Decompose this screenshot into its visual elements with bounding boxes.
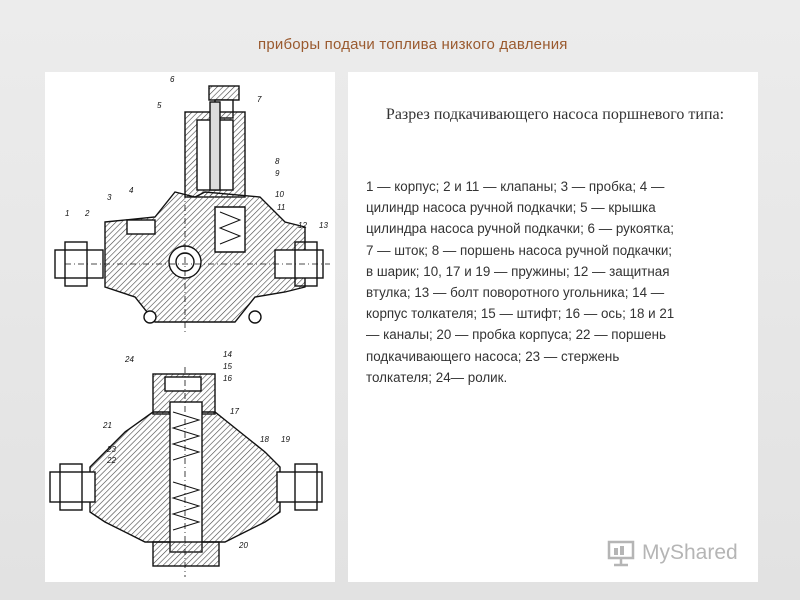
callout-2: 2 [85, 209, 90, 218]
callout-21: 21 [103, 421, 112, 430]
callout-15: 15 [223, 362, 232, 371]
callout-9: 9 [275, 169, 280, 178]
callout-6: 6 [170, 75, 175, 84]
callout-13: 13 [319, 221, 328, 230]
callout-22: 22 [107, 456, 116, 465]
callout-16: 16 [223, 374, 232, 383]
legend-line: корпус толкателя; 15 — штифт; 16 — ось; 18 и 21 [366, 306, 675, 322]
legend-line: толкателя; 24— ролик. [366, 369, 508, 385]
callout-23: 23 [107, 445, 116, 454]
legend-line: в шарик; 10, 17 и 19 — пружины; 12 — защитная [366, 263, 670, 279]
legend-line: 7 — шток; 8 — поршень насоса ручной подкачки; [366, 242, 673, 258]
callout-17: 17 [230, 407, 239, 416]
top-section-view [55, 86, 330, 332]
slide-header-title: приборы подачи топлива низкого давления [258, 36, 568, 53]
callout-11: 11 [277, 203, 286, 212]
legend-line: подкачивающего насоса; 23 — стержень [366, 348, 620, 364]
figure-legend [366, 176, 746, 388]
myshared-watermark[interactable] [606, 534, 776, 572]
legend-line: — каналы; 20 — пробка корпуса; 22 — поршень [366, 327, 667, 343]
callout-18: 18 [260, 435, 269, 444]
callout-4: 4 [129, 186, 134, 195]
callout-5: 5 [157, 101, 162, 110]
presentation-board-icon [606, 538, 636, 568]
callout-19: 19 [281, 435, 290, 444]
callout-12: 12 [298, 221, 307, 230]
callout-3: 3 [107, 193, 112, 202]
callout-20: 20 [239, 541, 248, 550]
watermark-text: MyShared [642, 541, 738, 564]
callout-24: 24 [125, 355, 134, 364]
legend-line: цилиндр насоса ручной подкачки; 5 — крышка [366, 200, 656, 216]
bottom-section-view [50, 367, 322, 577]
legend-line: 1 — корпус; 2 и 11 — клапаны; 3 — пробка; 4 — [366, 179, 665, 194]
figure-caption-title: Разрез подкачивающего насоса поршневого типа: [385, 106, 725, 123]
callout-1: 1 [65, 209, 70, 218]
callout-14: 14 [223, 350, 232, 359]
callout-10: 10 [275, 190, 284, 199]
pump-cross-section-drawing [45, 72, 335, 582]
legend-line: втулка; 13 — болт поворотного угольника; 14 — [366, 285, 665, 301]
legend-line: цилиндра насоса ручной подкачки; 6 — рукоятка; [366, 221, 674, 237]
drawing-panel [45, 72, 335, 582]
callout-7: 7 [257, 95, 262, 104]
callout-8: 8 [275, 157, 280, 166]
